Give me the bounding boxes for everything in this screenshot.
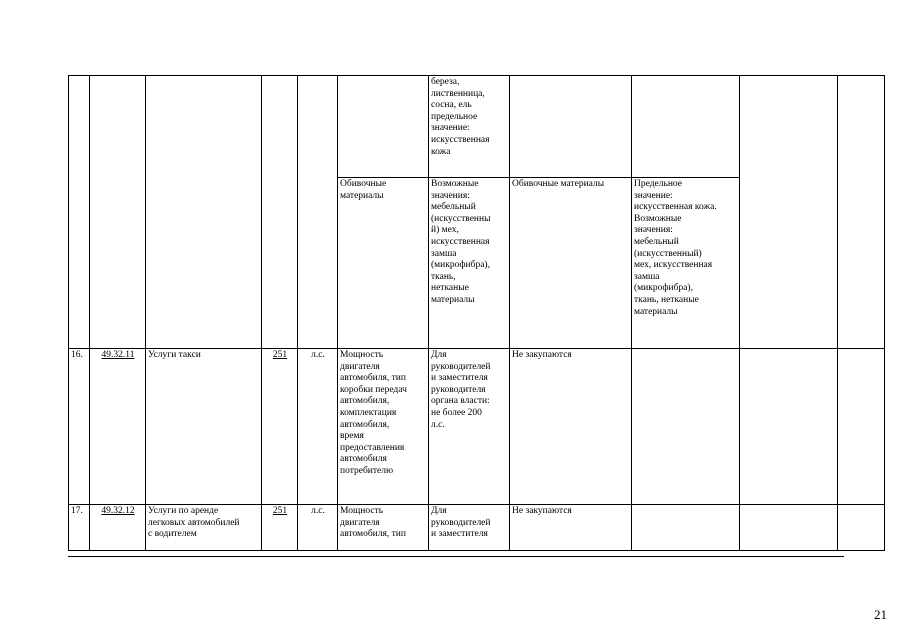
property2-cell: Не закупаются — [510, 349, 632, 505]
num-cell — [69, 76, 90, 349]
value-cell: Возможные значения: мебельный (искусственны й) мех, искусственная замша (микрофибра), ткань, нетканые материалы — [429, 178, 510, 349]
extra-cell-1 — [740, 76, 838, 349]
property-cell: Мощность двигателя автомобиля, тип коробки передач автомобиля, комплектация автомобиля, время предоставления автомобиля потребителю — [338, 349, 429, 505]
row-number: 17. — [69, 505, 90, 551]
unit-cell — [298, 76, 338, 349]
table-row-continuation-top — [69, 76, 885, 178]
row-number: 16. — [69, 349, 90, 505]
unit-name: л.с. — [298, 349, 338, 505]
value-cell: Для руководителей и заместителя — [429, 505, 510, 551]
table-row — [69, 349, 885, 505]
extra-cell-2 — [838, 76, 885, 349]
page-number: 21 — [874, 607, 887, 622]
property2-cell: Не закупаются — [510, 505, 632, 551]
item-name: Услуги такси — [146, 349, 262, 505]
okei-code-cell — [262, 76, 298, 349]
property2-cell — [510, 76, 632, 178]
extra-cell-2 — [838, 349, 885, 505]
extra-cell-1 — [740, 349, 838, 505]
property-cell: Обивочные материалы — [338, 178, 429, 349]
value-cell: Для руководителей и заместителя руководителя органа власти: не более 200 л.с. — [429, 349, 510, 505]
okpd2-code-link[interactable]: 49.32.12 — [90, 505, 146, 551]
requirements-table — [68, 75, 885, 551]
property-cell — [338, 76, 429, 178]
property2-cell: Обивочные материалы — [510, 178, 632, 349]
extra-cell-1 — [740, 505, 838, 551]
okpd2-code-link[interactable]: 49.32.11 — [90, 349, 146, 505]
property-cell: Мощность двигателя автомобиля, тип — [338, 505, 429, 551]
code-cell — [90, 76, 146, 349]
value2-cell — [632, 76, 740, 178]
item-name: Услуги по аренде легковых автомобилей с водителем — [146, 505, 262, 551]
name-cell — [146, 76, 262, 349]
value2-cell: Предельное значение: искусственная кожа. Возможные значения: мебельный (искусственный) мех, искусственная замша (микрофибра), ткань, нетканые материалы — [632, 178, 740, 349]
okei-code-link[interactable]: 251 — [262, 349, 298, 505]
value-cell: береза, лиственница, сосна, ель предельное значение: искусственная кожа — [429, 76, 510, 178]
table-row — [69, 505, 885, 551]
unit-name: л.с. — [298, 505, 338, 551]
extra-cell-2 — [838, 505, 885, 551]
value2-cell — [632, 349, 740, 505]
okei-code-link[interactable]: 251 — [262, 505, 298, 551]
footer-divider — [68, 556, 844, 557]
value2-cell — [632, 505, 740, 551]
